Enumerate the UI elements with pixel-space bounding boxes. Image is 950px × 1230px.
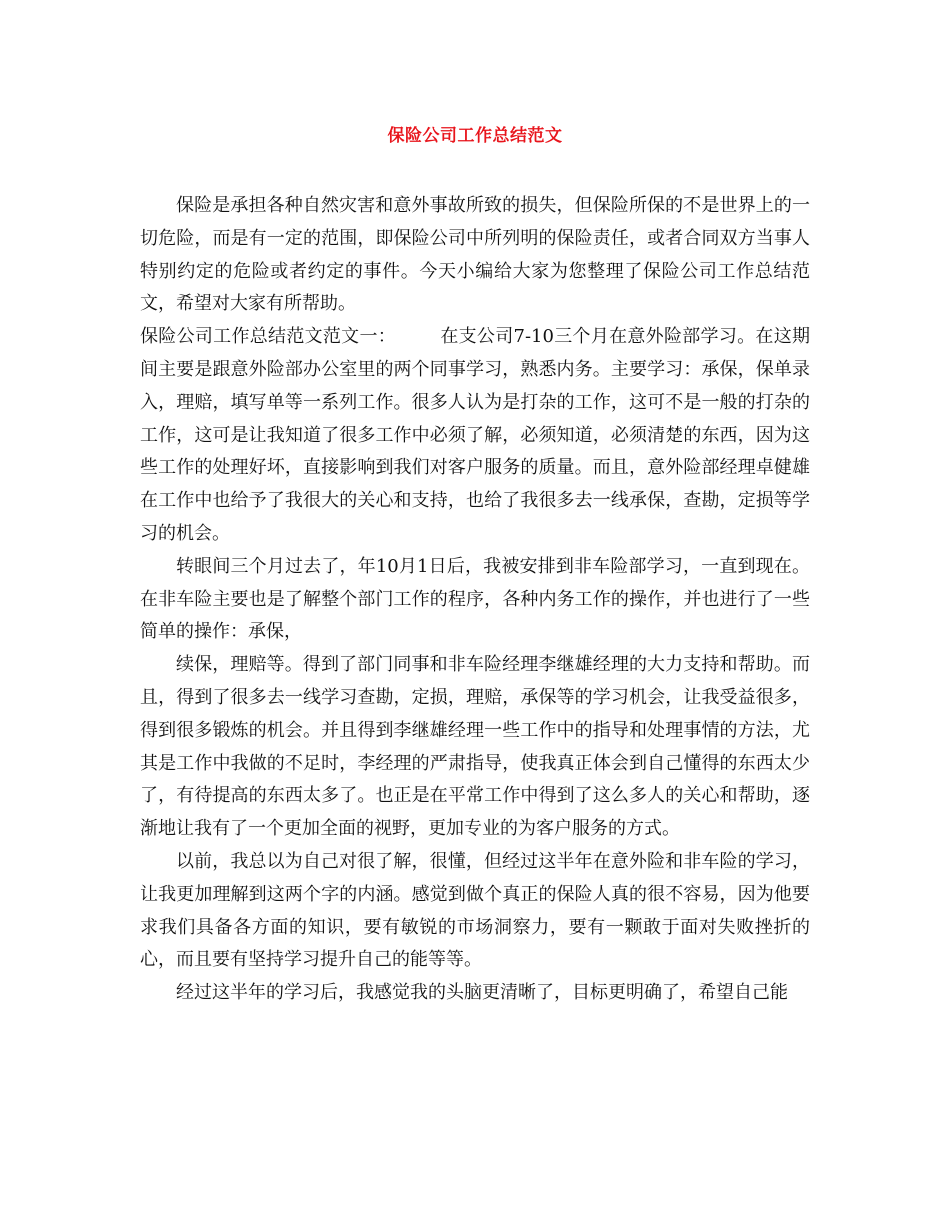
- document-title: 保险公司工作总结范文: [387, 126, 563, 146]
- paragraph-support: 续保，理赔等。得到了部门同事和非车险经理李继雄经理的大力支持和帮助。而且，得到了很多去一线学习查勘，定损，理赔，承保等的学习机会，让我受益很多，得到很多锻炼的机会。并且得到李继雄经理一些工作中的指导和处理事情的方法，尤其是工作中我做的不足时，李经理的严肃指导，使我真正体会到自己懂得的东西太少了，有待提高的东西太多了。也正是在平常工作中得到了这么多人的关心和帮助，逐渐地让我有了一个更加全面的视野，更加专业的为客户服务的方式。: [140, 654, 810, 840]
- paragraph-intro: 保险是承担各种自然灾害和意外事故所致的损失，但保险所保的不是世界上的一切危险，而是有一定的范围，即保险公司中所列明的保险责任，或者合同双方当事人特别约定的危险或者约定的事件。今天小编给大家为您整理了保险公司工作总结范文，希望对大家有所帮助。: [140, 195, 810, 315]
- example-one-text: 在支公司7-10三个月在意外险部学习。在这期间主要是跟意外险部办公室里的两个同事学习，熟悉内务。主要学习：承保，保单录入，理赔，填写单等一系列工作。很多人认为是打杂的工作，这可不是一般的打杂的工作，这可是让我知道了很多工作中必须了解，必须知道，必须清楚的东西，因为这些工作的处理好坏，直接影响到我们对客户服务的质量。而且，意外险部经理卓健雄在工作中也给予了我很大的关心和支持，也给了我很多去一线承保，查勘，定损等学习的机会。: [140, 326, 811, 544]
- example-one-label: 保险公司工作总结范文范文一：: [140, 326, 397, 348]
- paragraph-reflection: 以前，我总以为自己对很了解，很懂，但经过这半年在意外险和非车险的学习，让我更加理解到这两个字的内涵。感觉到做个真正的保险人真的很不容易，因为他要求我们具备各方面的知识，要有敏锐的市场洞察力，要有一颗敢于面对失败挫折的心，而且要有坚持学习提升自己的能等等。: [140, 850, 810, 971]
- document-body: [140, 190, 810, 1010]
- paragraph-transfer: 转眼间三个月过去了，年10月1日后，我被安排到非车险部学习，一直到现在。在非车险主要也是了解整个部门工作的程序，各种内务工作的操作，并也进行了一些简单的操作：承保，: [140, 555, 810, 643]
- paragraph-conclusion: 经过这半年的学习后，我感觉我的头脑更清晰了，目标更明确了，希望自己能: [176, 982, 788, 1004]
- paragraph-example-one: [140, 321, 810, 551]
